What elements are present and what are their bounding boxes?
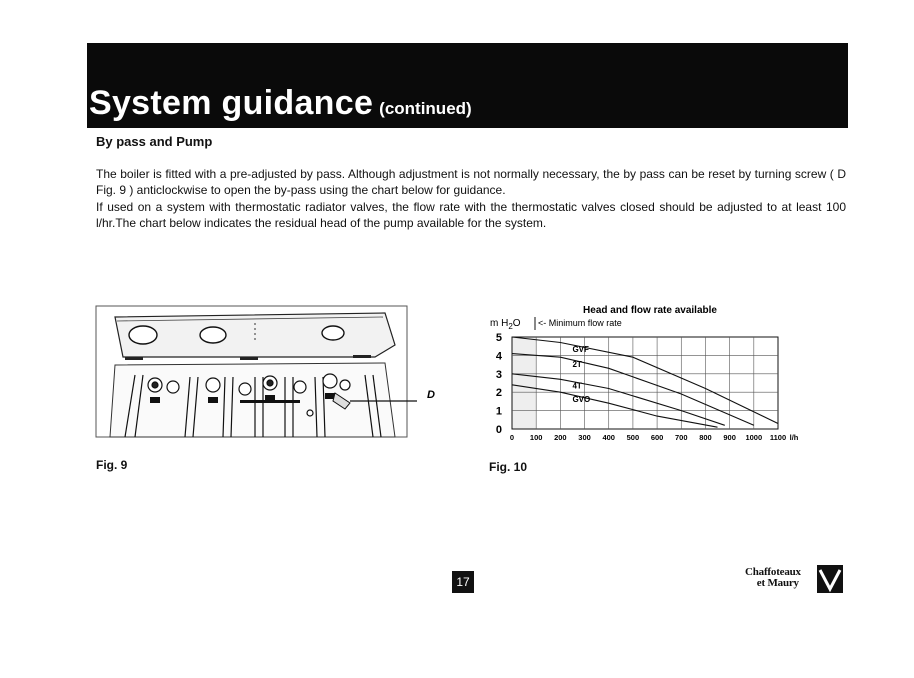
plot-frame: [512, 337, 778, 429]
brand-name-line2: et Maury: [756, 577, 799, 589]
x-tick-label: 900: [723, 433, 736, 442]
y-tick-label: 1: [495, 405, 502, 418]
y-tick-label: 0: [495, 424, 502, 436]
series-label-gvf: GVF: [572, 344, 589, 354]
y-tick-label: 5: [495, 332, 502, 344]
section-title: By pass and Pump: [96, 134, 213, 149]
y-tick-label: 2: [495, 387, 502, 400]
series-label-2t: 2T: [572, 360, 582, 369]
fig10-caption: Fig. 10: [489, 460, 528, 474]
pump-head-flow-chart: [480, 300, 820, 450]
x-tick-label: 100: [529, 433, 543, 442]
series-label-4t: 4T: [572, 381, 582, 391]
paragraph-thermostatic: If used on a system with thermostatic radiator valves, the flow rate with the thermostatic valves closed should be adjusted to at least 100 l/hr.The chart below indicates the residual head of the pump available for the system.: [96, 200, 846, 230]
bypass-screw-label: D: [427, 389, 435, 401]
series-label-gvo: GVO: [572, 394, 591, 404]
x-tick-label: 0: [509, 433, 515, 442]
x-tick-label: 200: [554, 433, 567, 442]
x-tick-label: 400: [602, 433, 615, 442]
brand-v-icon: [817, 565, 843, 593]
chart-ylabel-rest: O: [512, 318, 521, 329]
paragraph-bypass: The boiler is fitted with a pre-adjusted by pass. Although adjustment is not normally necessary, the by pass can be reset by turning screw ( D Fig. 9 ) anticlockwise to open the by-pass using the chart below for guidance.: [96, 167, 846, 197]
x-tick-label: 600: [650, 433, 664, 442]
x-tick-label: 700: [675, 433, 688, 442]
chart-ylabel: [490, 318, 521, 331]
chart-annotation: <- Minimum flow rate: [538, 318, 622, 328]
chart-ylabel-subscript: 2: [508, 322, 513, 331]
min-flow-band: [512, 337, 536, 429]
boiler-bypass-illustration: [95, 305, 445, 445]
page-title: [89, 84, 472, 123]
x-tick-label: 300: [578, 433, 591, 442]
brand-name-line1: Chaffoteaux: [745, 566, 801, 578]
fig9-caption: Fig. 9: [96, 458, 128, 472]
brand-logo: [745, 567, 801, 589]
chart-title: Head and flow rate available: [583, 305, 717, 316]
y-tick-label: 3: [495, 368, 502, 381]
x-tick-label: 800: [699, 433, 712, 442]
x-tick-label: 1100: [769, 433, 787, 442]
page-number: 17: [452, 571, 474, 593]
x-tick-label: 500: [626, 433, 640, 442]
x-axis-unit: l/h: [789, 433, 799, 442]
series-line-gvo: [512, 385, 718, 427]
chart-ylabel-text: m H: [490, 318, 509, 329]
y-tick-label: 4: [495, 350, 502, 363]
page-title-suffix: (continued): [379, 99, 472, 118]
page-title-main: System guidance: [89, 84, 374, 122]
x-tick-label: 1000: [745, 433, 763, 442]
